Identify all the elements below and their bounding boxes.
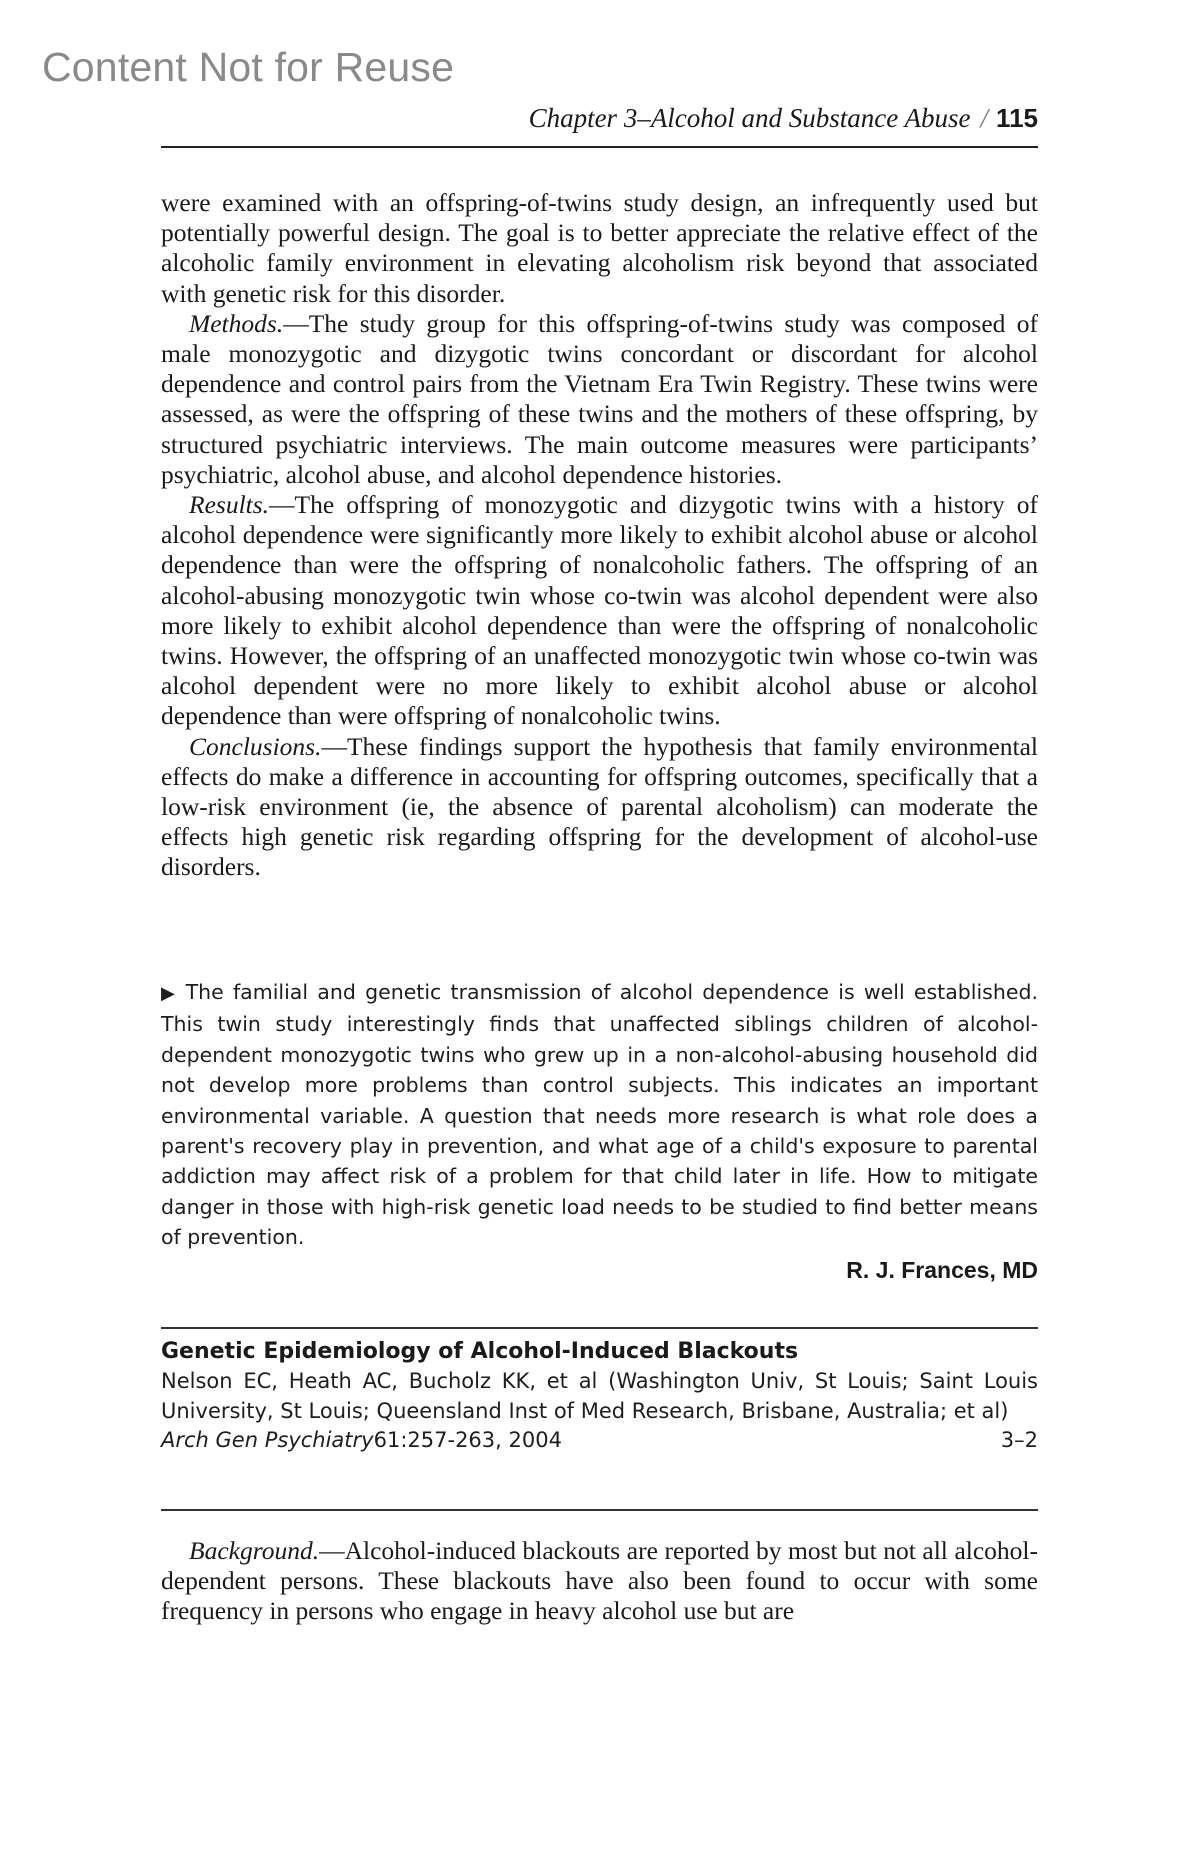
methods-label: Methods.	[189, 308, 284, 338]
abstract-background	[161, 1536, 1038, 1627]
article-abstract	[161, 188, 1038, 883]
article2-abstract	[161, 1536, 1038, 1627]
section-rule-bottom	[161, 1509, 1038, 1511]
watermark: Content Not for Reuse	[42, 44, 455, 90]
editor-commentary	[161, 977, 1038, 1253]
abstract-methods	[161, 309, 1038, 490]
conclusions-label: Conclusions.	[189, 731, 322, 761]
commentary-text: The familial and genetic transmission of alcohol dependence is well established. This twin study interestingly finds that unaffected siblings children of alcohol-dependent monozygotic twins who grew up in a non-alcohol-abusing household did not develop more problems than control subjects. This indicates an important environmental variable. A question that needs more research is what role does a parent's recovery play in prevention, and what age of a child's exposure to parental addiction may affect risk of a problem for that child later in life. How to mitigate danger in those with high-risk genetic load needs to be studied to find better means of prevention.	[161, 980, 1038, 1250]
article-title: Genetic Epidemiology of Alcohol-Induced Blackouts	[161, 1339, 799, 1364]
section-rule-top	[161, 1327, 1038, 1329]
journal-reference	[161, 1426, 562, 1455]
article-authors: Nelson EC, Heath AC, Bucholz KK, et al (Washington Univ, St Louis; Saint Louis University, St Louis; Queensland Inst of Med Research, Brisbane, Australia; et al)	[161, 1369, 1038, 1423]
abstract-intro: were examined with an offspring-of-twins study design, an infrequently used but potentially powerful design. The goal is to better appreciate the relative effect of the alcoholic family environment in elevating alcoholism risk beyond that associated with genetic risk for this disorder.	[161, 188, 1038, 308]
citation-block	[161, 1337, 1038, 1455]
chapter-title: Chapter 3–Alcohol and Substance Abuse	[528, 103, 971, 133]
journal-line	[161, 1426, 1038, 1455]
reference-number: 3–2	[1000, 1428, 1038, 1452]
results-label: Results.	[189, 490, 270, 520]
commentary-author: R. J. Frances, MD	[846, 1257, 1038, 1283]
conclusions-text: —These findings support the hypothesis that family environmental effects do make a difference in accounting for offspring outcomes, specifically that a low-risk environment (ie, the absence of parental alcoholism) can moderate the effects high genetic risk regarding offspring for the development of alcohol-use disorders.	[161, 731, 1038, 882]
play-arrow-icon: ▶	[161, 983, 178, 1004]
background-text: —Alcohol-induced blackouts are reported by most but not all alcohol-dependent persons. These blackouts have also been found to occur with some frequency in persons who engage in heavy alcohol use but are	[161, 1536, 1038, 1626]
journal-name: Arch Gen Psychiatry	[161, 1428, 374, 1452]
methods-text: —The study group for this offspring-of-twins study was composed of male monozygotic and dizygotic twins concordant or discordant for alcohol dependence and control pairs from the Vietnam Era Twin Registry. These twins were assessed, as were the offspring of these twins and the mothers of these offspring, by structured psychiatric interviews. The main outcome measures were participants’ psychiatric, alcohol abuse, and alcohol dependence histories.	[161, 308, 1038, 489]
page-number: 115	[996, 103, 1038, 133]
background-label: Background.	[189, 1536, 320, 1565]
abstract-results	[161, 490, 1038, 732]
running-head	[161, 104, 1038, 134]
abstract-conclusions	[161, 732, 1038, 883]
header-separator: /	[980, 103, 989, 133]
header-rule	[161, 146, 1038, 148]
results-text: —The offspring of monozygotic and dizygotic twins with a history of alcohol dependence were significantly more likely to exhibit alcohol abuse or alcohol dependence than were the offspring of nonalcoholic fathers. The offspring of an alcohol-abusing monozygotic twin whose co-twin was alcohol dependent were also more likely to exhibit alcohol dependence than were the offspring of nonalcoholic twins. However, the offspring of an unaffected monozygotic twin whose co-twin was alcohol dependent were no more likely to exhibit alcohol abuse or alcohol dependence than were offspring of nonalcoholic twins.	[161, 490, 1038, 731]
journal-citation: 61:257-263, 2004	[373, 1428, 562, 1452]
